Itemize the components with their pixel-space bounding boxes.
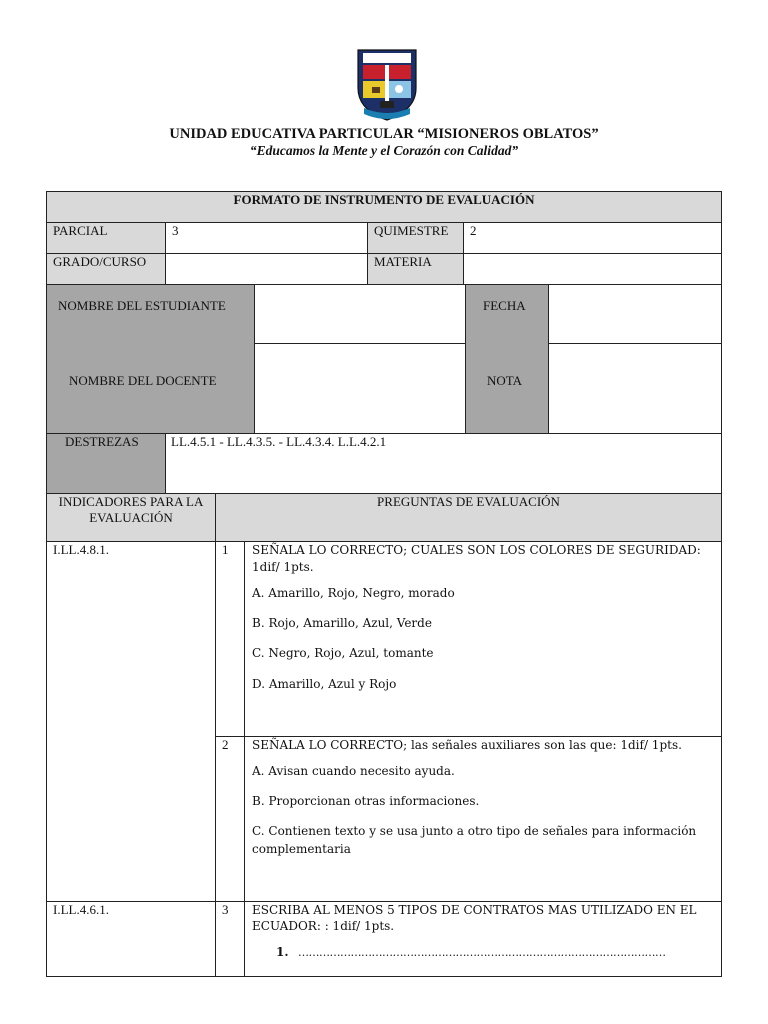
destrezas-value: LL.4.5.1 - LL.4.3.5. - LL.4.3.4. L.L.4.2.1 bbox=[171, 434, 387, 449]
grado-field[interactable] bbox=[166, 254, 366, 283]
answer-option-b[interactable]: B. Rojo, Amarillo, Azul, Verde bbox=[252, 616, 432, 630]
parcial-label: PARCIAL bbox=[53, 223, 108, 238]
question-prompt: SEÑALA LO CORRECTO; CUALES SON LOS COLORES DE SEGURIDAD: bbox=[252, 543, 701, 557]
nota-field[interactable] bbox=[549, 344, 721, 432]
docente-label: NOMBRE DEL DOCENTE bbox=[69, 373, 217, 388]
materia-label: MATERIA bbox=[374, 254, 432, 269]
answer-option-c-continued: complementaria bbox=[252, 842, 351, 856]
preguntas-header: PREGUNTAS DE EVALUACIÓN bbox=[377, 494, 560, 509]
parcial-value: 3 bbox=[172, 223, 179, 238]
school-crest-logo bbox=[354, 44, 420, 122]
school-motto: “Educamos la Mente y el Corazón con Calidad” bbox=[249, 143, 519, 158]
question-number: 2 bbox=[222, 737, 229, 752]
fecha-field[interactable] bbox=[549, 285, 721, 342]
question-number: 3 bbox=[222, 902, 229, 917]
grado-label: GRADO/CURSO bbox=[53, 254, 147, 269]
indicadores-header: INDICADORES PARA LA EVALUACIÓN bbox=[58, 494, 204, 525]
nota-label: NOTA bbox=[487, 373, 523, 388]
answer-option-c[interactable]: C. Contienen texto y se usa junto a otro tipo de señales para información bbox=[252, 824, 697, 838]
materia-field[interactable] bbox=[464, 254, 721, 283]
estudiante-label: NOMBRE DEL ESTUDIANTE bbox=[58, 298, 226, 313]
answer-blank-line[interactable]: …………………………………………………………………………………………… bbox=[298, 946, 666, 959]
estudiante-field[interactable] bbox=[255, 285, 464, 342]
question-prompt: ESCRIBA AL MENOS 5 TIPOS DE CONTRATOS MAS UTILIZADO EN EL bbox=[252, 903, 697, 917]
quimestre-label: QUIMESTRE bbox=[374, 223, 449, 238]
answer-option-a[interactable]: A. Avisan cuando necesito ayuda. bbox=[252, 764, 455, 778]
docente-field[interactable] bbox=[255, 344, 464, 432]
question-prompt: SEÑALA LO CORRECTO; las señales auxiliares son las que: 1dif/ 1pts. bbox=[252, 738, 682, 752]
answer-option-b[interactable]: B. Proporcionan otras informaciones. bbox=[252, 794, 480, 808]
indicator-code: I.LL.4.8.1. bbox=[53, 542, 109, 557]
indicator-code: I.LL.4.6.1. bbox=[53, 902, 109, 917]
school-name: UNIDAD EDUCATIVA PARTICULAR “MISIONEROS OBLATOS” bbox=[169, 126, 599, 142]
answer-option-a[interactable]: A. Amarillo, Rojo, Negro, morado bbox=[252, 586, 455, 600]
question-prompt-points: ECUADOR: : 1dif/ 1pts. bbox=[252, 919, 395, 933]
answer-option-d[interactable]: D. Amarillo, Azul y Rojo bbox=[252, 677, 397, 691]
question-number: 1 bbox=[222, 542, 229, 557]
answer-option-c[interactable]: C. Negro, Rojo, Azul, tomante bbox=[252, 646, 434, 660]
form-title: FORMATO DE INSTRUMENTO DE EVALUACIÓN bbox=[233, 192, 535, 207]
answer-line-number: 1. bbox=[276, 945, 289, 959]
destrezas-label: DESTREZAS bbox=[65, 434, 139, 449]
fecha-label: FECHA bbox=[483, 298, 526, 313]
quimestre-value: 2 bbox=[470, 223, 477, 238]
question-prompt-points: 1dif/ 1pts. bbox=[252, 560, 314, 574]
